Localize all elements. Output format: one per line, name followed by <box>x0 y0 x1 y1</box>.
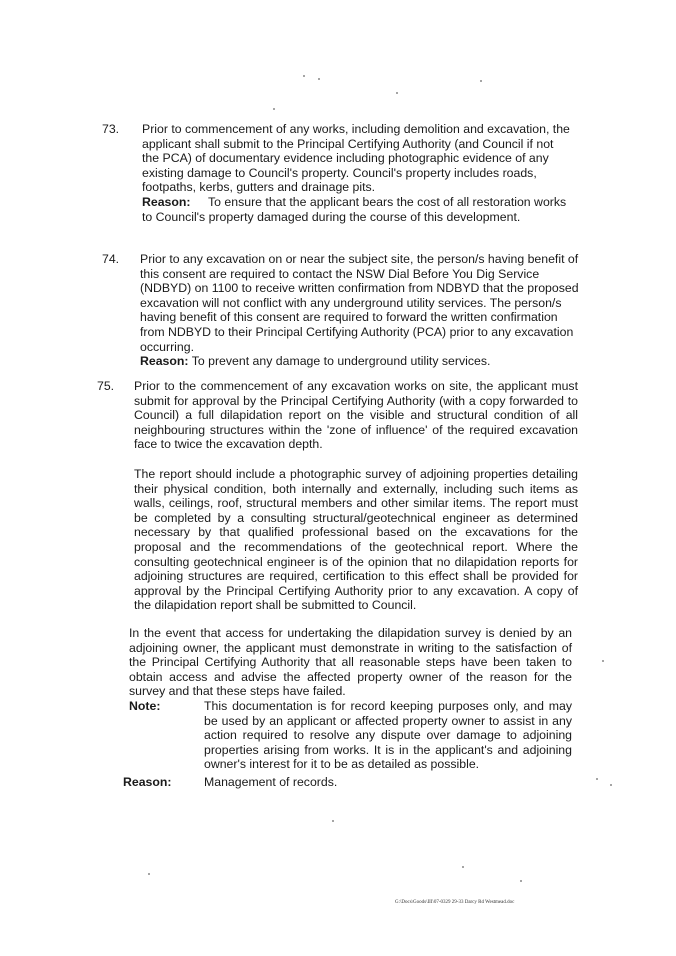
condition-text: Prior to any excavation on or near the subject site, the person/s having benefit of this consent are required to contact the NSW Dial Before You Dig Service (NDBYD) on 1100 to receive written confirmation from NDBYD that the proposed excavation will not conflict with any underground utility services. The person/s having benefit of this consent are required to forward the written confirmation from NDBYD to their Principal Certifying Authority (PCA) prior to any excavation occurring. <box>140 252 579 354</box>
condition-text: Prior to commencement of any works, including demolition and excavation, the applicant shall submit to the Principal Certifying Authority (and Council if not the PCA) of documentary evidence including photographic evidence of any existing damage to Council's property. Council's property includes roads, footpaths, kerbs, gutters and drainage pits. <box>142 122 570 195</box>
file-path-footer: G:\Docs\Goods\III\07-0329 29-33 Darcy Rd Westmead.doc <box>395 900 515 905</box>
reason-label: Reason: <box>123 774 172 789</box>
scan-speck <box>462 866 464 868</box>
condition-paragraph: Prior to the commencement of any excavation works on site, the applicant must submit for approval by the Principal Certifying Authority (with a copy forwarded to Council) a full dilapidation report on the visible and structural condition of all neighbouring structures within the 'zone of influence' of the required excavation face to twice the excavation depth. <box>134 379 578 452</box>
reason-text: Management of records. <box>204 774 338 789</box>
condition-paragraph: The report should include a photographic survey of adjoining properties detailing their physical condition, both internally and externally, including such items as walls, ceilings, roof, structural members and other similar items. The report must be completed by a consulting structural/geotechnical engineer as determined necessary by that qualified professional based on the excavations for the proposal and the recommendations of the geotechnical report. Where the consulting geotechnical engineer is of the opinion that no dilapidation reports for adjoining structures are required, certification to this effect shall be provided for approval by the Principal Certifying Authority prior to any excavation. A copy of the dilapidation report shall be submitted to Council. <box>134 466 578 613</box>
reason-label: Reason: <box>142 194 191 209</box>
condition-75-continued <box>123 626 572 790</box>
condition-74 <box>102 252 580 369</box>
note-text: This documentation is for record keeping purposes only, and may be used by an applicant or affected property owner to assist in any action required to resolve any dispute over damage to adjoining properties arising from works. It is in the applicant's and adjoining owner's interest for it to be as detailed as possible. <box>204 698 572 772</box>
scan-speck <box>148 873 150 875</box>
reason-row <box>123 774 572 790</box>
scan-speck <box>332 820 334 822</box>
reason-row <box>142 195 572 224</box>
scan-speck <box>273 108 275 110</box>
condition-paragraph: In the event that access for undertaking the dilapidation survey is denied by an adjoining owner, the applicant must demonstrate in writing to the satisfaction of the Principal Certifying Authority that all reasonable steps have been taken to obtain access and advise the affected property owner of the reason for the survey and that these steps have failed. <box>129 626 572 699</box>
scan-speck <box>610 784 612 786</box>
reason-label: Reason: <box>140 354 189 369</box>
reason-text: To ensure that the applicant bears the cost of all restoration works to Council's property damaged during the course of this development. <box>142 194 567 224</box>
scan-speck <box>303 75 305 77</box>
scan-speck <box>596 778 598 780</box>
scan-speck <box>318 78 320 80</box>
scan-speck <box>520 880 522 882</box>
scan-speck <box>602 660 604 662</box>
condition-73 <box>102 122 572 224</box>
condition-number: 74. <box>102 252 120 266</box>
reason-row <box>140 354 580 369</box>
note-label: Note: <box>129 698 161 713</box>
reason-text: To prevent any damage to underground utility services. <box>191 354 491 369</box>
condition-number: 75. <box>97 379 115 393</box>
condition-75 <box>97 379 578 613</box>
scan-speck <box>480 80 482 82</box>
condition-number: 73. <box>102 122 120 136</box>
scan-speck <box>396 92 398 94</box>
note-row <box>129 699 572 772</box>
